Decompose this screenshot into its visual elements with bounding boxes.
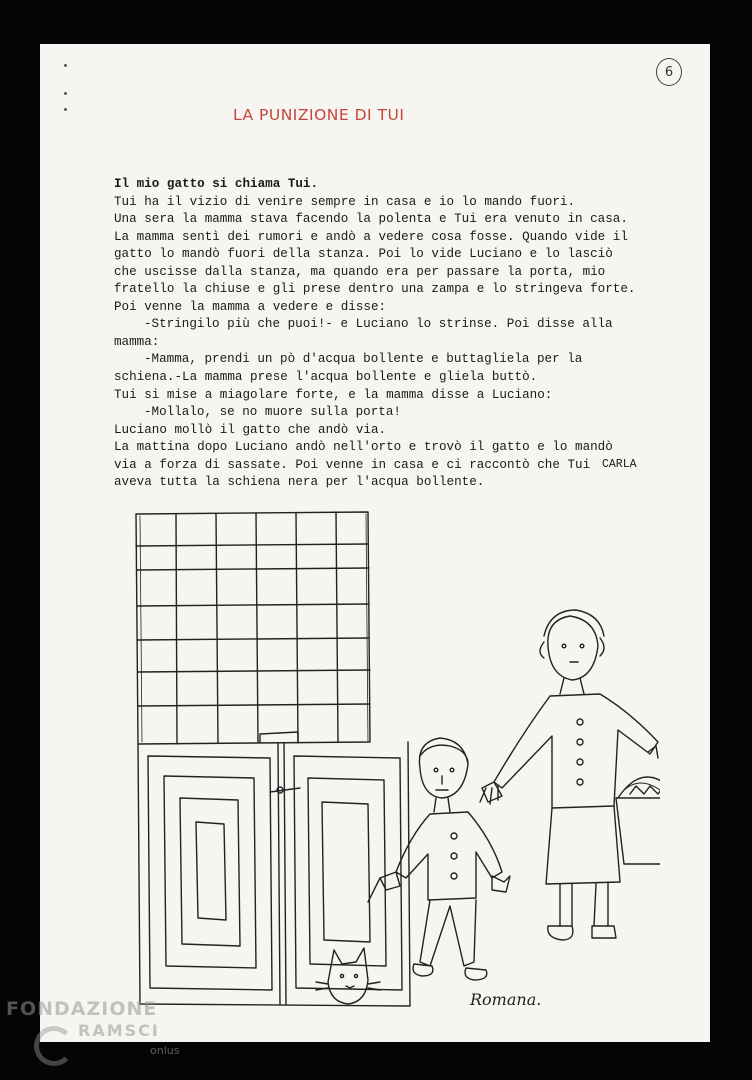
boy-figure <box>368 738 510 980</box>
author-name: CARLA <box>602 458 637 471</box>
story-line: Luciano mollò il gatto che andò via. <box>114 422 387 437</box>
story-line: Tui si mise a miagolare forte, e la mamma disse a Luciano: <box>114 387 553 402</box>
illustrator-signature: Romana. <box>470 990 542 1009</box>
cat-drawing <box>316 948 380 1004</box>
page-number: 6 <box>656 58 682 86</box>
story-line: Una sera la mamma stava facendo la polenta e Tui era venuto in casa. <box>114 212 628 227</box>
story-title: LA PUNIZIONE DI TUI <box>233 106 405 124</box>
g-logo-icon <box>34 1026 74 1066</box>
story-line: Il mio gatto si chiama Tui. <box>114 177 319 191</box>
story-line: Tui ha il vizio di venire sempre in casa e io lo mando fuori. <box>114 194 576 209</box>
story-line: Poi venne la mamma a vedere e disse: <box>114 299 387 314</box>
story-line: -Mamma, prendi un pò d'acqua bollente e buttagliela per la <box>144 352 583 367</box>
story-line: La mattina dopo Luciano andò nell'orto e trovò il gatto e lo mandò <box>114 440 613 455</box>
hands-detail <box>480 746 658 804</box>
building-windows-grid <box>136 512 370 744</box>
story-line: schiena.-La mamma prese l'acqua bollente e gliela buttò. <box>114 370 538 385</box>
story-line: che uscisse dalla stanza, ma quando era per passare la porta, mio <box>114 264 606 279</box>
story-line: -Mollalo, se no muore sulla porta! <box>144 405 401 420</box>
document-page <box>40 44 710 1042</box>
double-door <box>138 732 410 1006</box>
watermark-line1: FONDAZIONE <box>6 998 158 1020</box>
story-text <box>114 176 674 492</box>
story-line: fratello la chiuse e gli prese dentro una zampa e lo stringeva forte. <box>114 282 636 297</box>
watermark-line2: RAMSCI <box>78 1021 160 1040</box>
story-line: via a forza di sassate. Poi venne in casa e ci raccontò che Tui <box>114 457 591 472</box>
mother-figure <box>482 610 658 940</box>
basket-drawing <box>616 777 660 864</box>
story-line: aveva tutta la schiena nera per l'acqua bollente. <box>114 475 485 490</box>
story-line: La mamma sentì dei rumori e andò a vedere cosa fosse. Quando vide il <box>114 229 628 244</box>
story-line: mamma: <box>114 334 160 349</box>
child-drawing <box>130 506 660 1016</box>
watermark-line3: onlus <box>150 1044 180 1057</box>
story-line: gatto lo mandò fuori della stanza. Poi lo vide Luciano e lo lasciò <box>114 247 613 262</box>
foundation-watermark <box>0 996 200 1080</box>
margin-mark <box>64 64 67 67</box>
margin-mark <box>64 108 67 111</box>
story-line: -Stringilo più che puoi!- e Luciano lo strinse. Poi disse alla <box>144 317 613 332</box>
margin-mark <box>64 92 67 95</box>
